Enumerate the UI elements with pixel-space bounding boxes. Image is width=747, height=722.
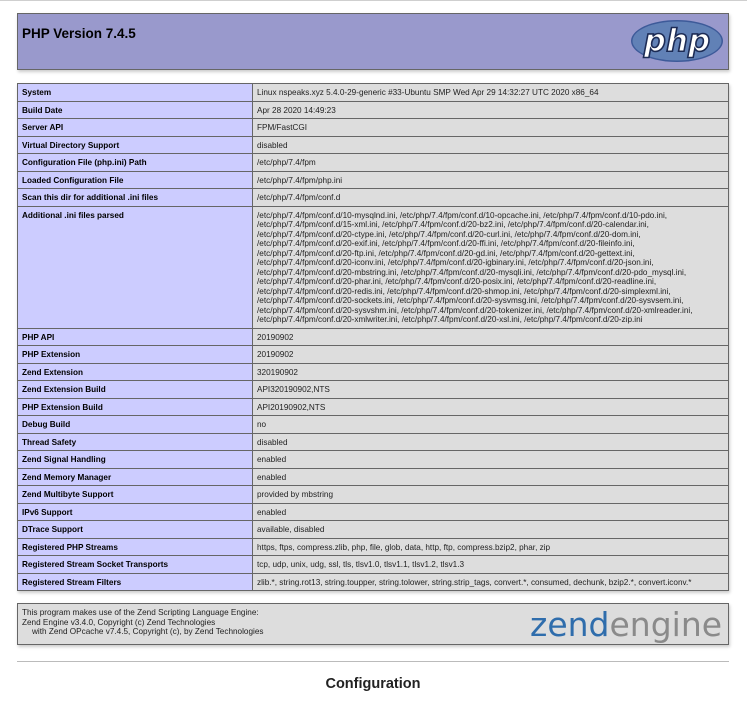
- table-row: [18, 451, 729, 469]
- zend-logo-word1: zend: [530, 607, 610, 643]
- row-value: no: [253, 416, 729, 434]
- info-table-body: [18, 84, 729, 591]
- row-value: /etc/php/7.4/fpm/conf.d/10-mysqlnd.ini, /etc/php/7.4/fpm/conf.d/10-opcache.ini, /etc/php/7.4/fpm/conf.d/10-pdo.ini, /etc/php/7.4/fpm/conf.d/15-xml.ini, /etc/php/7.4/fpm/conf.d/20-bz2.ini, /etc/php/7.4/fpm/conf.d/20-calendar.ini, /etc/php/7.4/fpm/conf.d/20-ctype.ini, /etc/php/7.4/fpm/conf.d/20-curl.ini, /etc/php/7.4/fpm/conf.d/20-dom.ini, /etc/php/7.4/fpm/conf.d/20-exif.ini, /etc/php/7.4/fpm/conf.d/20-ffi.ini, /etc/php/7.4/fpm/conf.d/20-fileinfo.ini, /etc/php/7.4/fpm/conf.d/20-ftp.ini, /etc/php/7.4/fpm/conf.d/20-gd.ini, /etc/php/7.4/fpm/conf.d/20-gettext.ini, /etc/php/7.4/fpm/conf.d/20-iconv.ini, /etc/php/7.4/fpm/conf.d/20-igbinary.ini, /etc/php/7.4/fpm/conf.d/20-json.ini, /etc/php/7.4/fpm/conf.d/20-mbstring.ini, /etc/php/7.4/fpm/conf.d/20-mysqli.ini, /etc/php/7.4/fpm/conf.d/20-pdo_mysql.ini, /etc/php/7.4/fpm/conf.d/20-phar.ini, /etc/php/7.4/fpm/conf.d/20-posix.ini, /etc/php/7.4/fpm/conf.d/20-readline.ini, /etc/php/7.4/fpm/conf.d/20-redis.ini, /etc/php/7.4/fpm/conf.d/20-shmop.ini, /etc/php/7.4/fpm/conf.d/20-simplexml.ini, /etc/php/7.4/fpm/conf.d/20-sockets.ini, /etc/php/7.4/fpm/conf.d/20-sysvmsg.ini, /etc/php/7.4/fpm/conf.d/20-sysvsem.ini, /etc/php/7.4/fpm/conf.d/20-sysvshm.ini, /etc/php/7.4/fpm/conf.d/20-tokenizer.ini, /etc/php/7.4/fpm/conf.d/20-xmlreader.ini, /etc/php/7.4/fpm/conf.d/20-xmlwriter.ini, /etc/php/7.4/fpm/conf.d/20-xsl.ini, /etc/php/7.4/fpm/conf.d/20-zip.ini: [253, 206, 729, 328]
- zend-credit-line-2: Zend Engine v3.4.0, Copyright (c) Zend Technologies: [22, 617, 216, 627]
- table-row: [18, 538, 729, 556]
- row-value: enabled: [253, 503, 729, 521]
- info-table: [17, 83, 729, 591]
- table-row: [18, 84, 729, 102]
- row-value: Apr 28 2020 14:49:23: [253, 101, 729, 119]
- zend-credits-box: [17, 603, 729, 645]
- row-key: Server API: [18, 119, 253, 137]
- row-key: Zend Multibyte Support: [18, 486, 253, 504]
- row-value: disabled: [253, 433, 729, 451]
- row-key: System: [18, 84, 253, 102]
- row-value: tcp, udp, unix, udg, ssl, tls, tlsv1.0, tlsv1.1, tlsv1.2, tlsv1.3: [253, 556, 729, 574]
- table-row: [18, 381, 729, 399]
- table-row: [18, 328, 729, 346]
- table-row: [18, 486, 729, 504]
- row-key: Registered Stream Socket Transports: [18, 556, 253, 574]
- row-key: Configuration File (php.ini) Path: [18, 154, 253, 172]
- zend-engine-logo-icon[interactable]: [528, 607, 724, 643]
- table-row: [18, 154, 729, 172]
- row-key: Loaded Configuration File: [18, 171, 253, 189]
- zend-credit-line-1: This program makes use of the Zend Scripting Language Engine:: [22, 608, 259, 617]
- row-value: https, ftps, compress.zlib, php, file, glob, data, http, ftp, compress.bzip2, phar, zip: [253, 538, 729, 556]
- row-key: IPv6 Support: [18, 503, 253, 521]
- version-header: [17, 13, 729, 70]
- row-key: Virtual Directory Support: [18, 136, 253, 154]
- table-row: [18, 521, 729, 539]
- row-key: Registered Stream Filters: [18, 573, 253, 591]
- row-key: Registered PHP Streams: [18, 538, 253, 556]
- table-row: [18, 136, 729, 154]
- row-value: provided by mbstring: [253, 486, 729, 504]
- row-key: Scan this dir for additional .ini files: [18, 189, 253, 207]
- row-value: Linux nspeaks.xyz 5.4.0-29-generic #33-Ubuntu SMP Wed Apr 29 14:32:27 UTC 2020 x86_64: [253, 84, 729, 102]
- zend-credit-line-3: with Zend OPcache v7.4.5, Copyright (c), by Zend Technologies: [32, 627, 264, 637]
- zend-logo-word2: engine: [609, 607, 723, 643]
- table-row: [18, 119, 729, 137]
- section-divider: [17, 661, 729, 662]
- row-key: Zend Memory Manager: [18, 468, 253, 486]
- table-row: [18, 206, 729, 328]
- row-key: DTrace Support: [18, 521, 253, 539]
- row-key: PHP Extension: [18, 346, 253, 364]
- row-value: 20190902: [253, 346, 729, 364]
- row-key: Debug Build: [18, 416, 253, 434]
- top-border: [0, 0, 747, 1]
- row-key: PHP Extension Build: [18, 398, 253, 416]
- table-row: [18, 398, 729, 416]
- table-row: [18, 189, 729, 207]
- page-title: PHP Version 7.4.5: [22, 26, 136, 41]
- table-row: [18, 433, 729, 451]
- row-value: enabled: [253, 451, 729, 469]
- table-row: [18, 503, 729, 521]
- table-row: [18, 416, 729, 434]
- row-value: available, disabled: [253, 521, 729, 539]
- table-row: [18, 171, 729, 189]
- row-value: disabled: [253, 136, 729, 154]
- table-row: [18, 363, 729, 381]
- row-key: Build Date: [18, 101, 253, 119]
- section-heading-configuration: Configuration: [325, 676, 421, 692]
- row-key: PHP API: [18, 328, 253, 346]
- row-value: /etc/php/7.4/fpm: [253, 154, 729, 172]
- phpinfo-container: [17, 13, 729, 692]
- row-value: 20190902: [253, 328, 729, 346]
- row-value: FPM/FastCGI: [253, 119, 729, 137]
- row-value: API320190902,NTS: [253, 381, 729, 399]
- row-value: enabled: [253, 468, 729, 486]
- table-row: [18, 556, 729, 574]
- table-row: [18, 573, 729, 591]
- table-row: [18, 101, 729, 119]
- row-key: Zend Extension Build: [18, 381, 253, 399]
- table-row: [18, 346, 729, 364]
- row-value: API20190902,NTS: [253, 398, 729, 416]
- row-key: Zend Extension: [18, 363, 253, 381]
- row-key: Zend Signal Handling: [18, 451, 253, 469]
- php-logo-icon[interactable]: [629, 18, 725, 64]
- row-value: 320190902: [253, 363, 729, 381]
- row-value: /etc/php/7.4/fpm/conf.d: [253, 189, 729, 207]
- table-row: [18, 468, 729, 486]
- row-value: /etc/php/7.4/fpm/php.ini: [253, 171, 729, 189]
- svg-text:zendengine: [530, 607, 722, 643]
- php-logo-text: php: [643, 23, 711, 59]
- row-key: Thread Safety: [18, 433, 253, 451]
- zend-credits-text: [22, 608, 264, 637]
- row-key: Additional .ini files parsed: [18, 206, 253, 328]
- row-value: zlib.*, string.rot13, string.toupper, string.tolower, string.strip_tags, convert.*, consumed, dechunk, bzip2.*, convert.iconv.*: [253, 573, 729, 591]
